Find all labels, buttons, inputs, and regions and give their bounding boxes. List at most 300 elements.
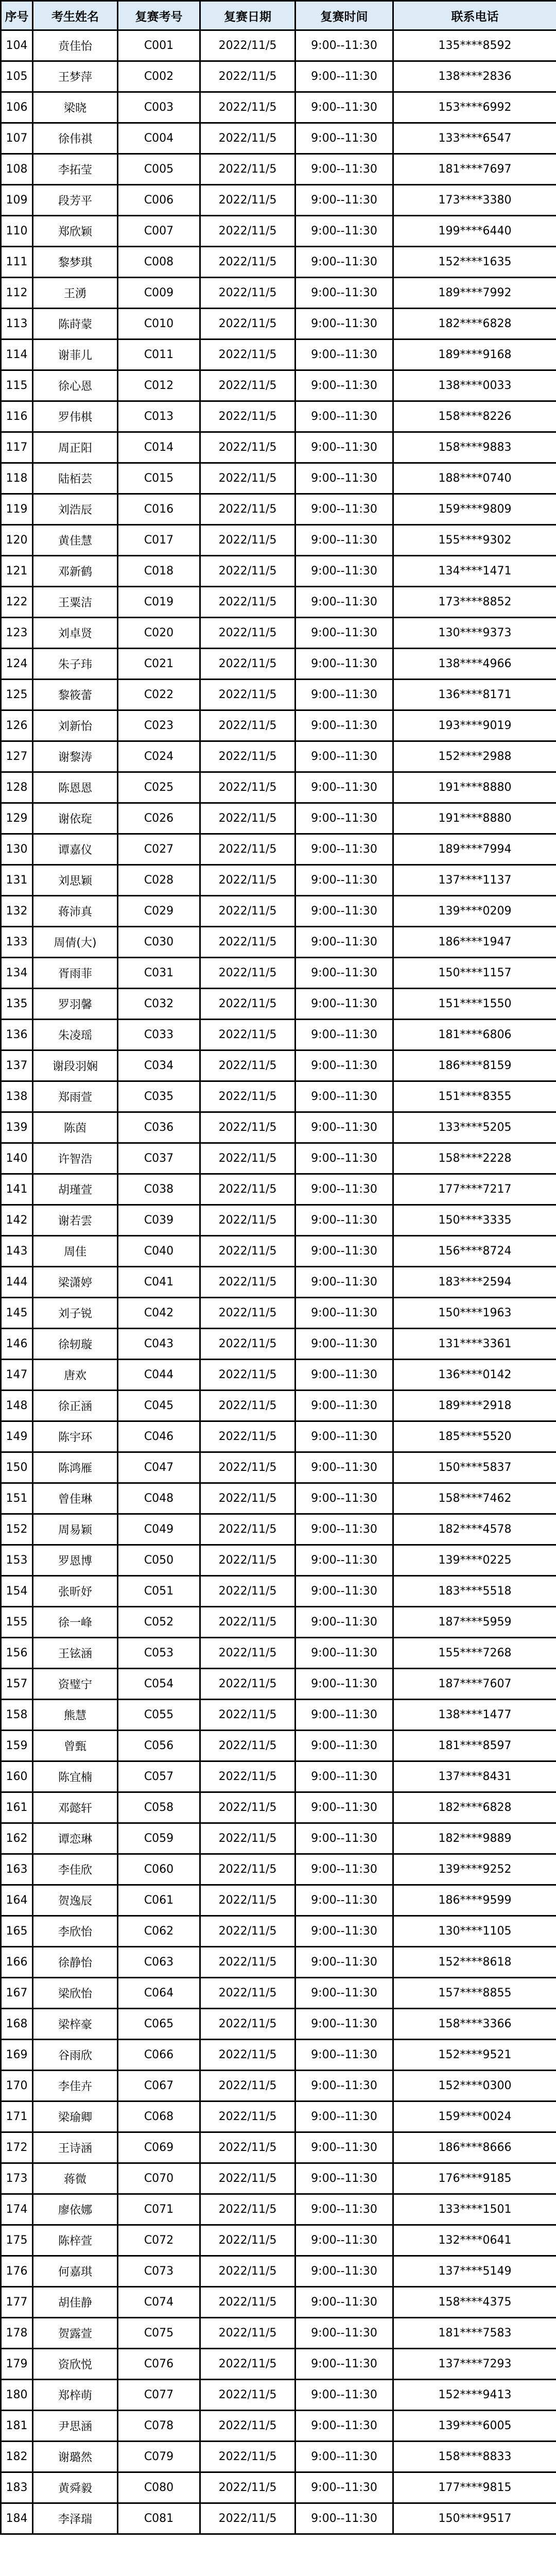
cell-exam-date: 2022/11/5 (200, 2287, 296, 2318)
cell-exam-time: 9:00--11:30 (296, 1112, 393, 1143)
cell-name: 黎梦琪 (33, 247, 118, 278)
table-row (1, 1174, 556, 1205)
cell-index: 163 (1, 1854, 33, 1885)
table-row (1, 61, 556, 92)
table-row (1, 278, 556, 309)
table-row (1, 1916, 556, 1947)
cell-phone: 150****1963 (393, 1298, 556, 1329)
cell-name: 胡瑾萱 (33, 1174, 118, 1205)
cell-exam-date: 2022/11/5 (200, 896, 296, 927)
cell-phone: 139****9252 (393, 1854, 556, 1885)
cell-exam-number: C047 (118, 1452, 200, 1483)
cell-exam-number: C005 (118, 154, 200, 185)
cell-name: 王梦萍 (33, 61, 118, 92)
table-row (1, 1638, 556, 1669)
cell-exam-number: C032 (118, 989, 200, 1020)
table-row (1, 1761, 556, 1792)
table-row (1, 958, 556, 989)
cell-phone: 158****3366 (393, 2009, 556, 2040)
cell-exam-number: C011 (118, 340, 200, 370)
cell-index: 104 (1, 30, 33, 61)
cell-index: 126 (1, 710, 33, 741)
cell-name: 谢璐然 (33, 2442, 118, 2472)
cell-exam-date: 2022/11/5 (200, 401, 296, 432)
cell-exam-time: 9:00--11:30 (296, 2411, 393, 2442)
cell-name: 梁欣怡 (33, 1978, 118, 2009)
cell-exam-number: C022 (118, 680, 200, 710)
cell-name: 王诗涵 (33, 2132, 118, 2163)
cell-exam-date: 2022/11/5 (200, 680, 296, 710)
cell-phone: 182****4578 (393, 1514, 556, 1545)
cell-name: 李佳欣 (33, 1854, 118, 1885)
cell-name: 陈宇环 (33, 1421, 118, 1452)
cell-phone: 130****1105 (393, 1916, 556, 1947)
cell-exam-date: 2022/11/5 (200, 741, 296, 772)
cell-exam-time: 9:00--11:30 (296, 710, 393, 741)
table-row (1, 803, 556, 834)
cell-exam-number: C069 (118, 2132, 200, 2163)
cell-exam-date: 2022/11/5 (200, 772, 296, 803)
cell-name: 徐静怡 (33, 1947, 118, 1978)
table-row (1, 2225, 556, 2256)
cell-name: 刘子锐 (33, 1298, 118, 1329)
cell-exam-number: C015 (118, 463, 200, 494)
cell-exam-date: 2022/11/5 (200, 1638, 296, 1669)
cell-index: 146 (1, 1329, 33, 1360)
cell-exam-date: 2022/11/5 (200, 494, 296, 525)
cell-index: 129 (1, 803, 33, 834)
cell-name: 陈恩恩 (33, 772, 118, 803)
cell-exam-number: C044 (118, 1360, 200, 1391)
cell-exam-number: C062 (118, 1916, 200, 1947)
cell-exam-number: C077 (118, 2380, 200, 2411)
table-row (1, 432, 556, 463)
cell-index: 120 (1, 525, 33, 556)
table-row (1, 618, 556, 649)
table-row (1, 2442, 556, 2472)
cell-name: 刘浩辰 (33, 494, 118, 525)
cell-index: 139 (1, 1112, 33, 1143)
table-row (1, 1205, 556, 1236)
header-phone: 联系电话 (393, 1, 556, 30)
cell-phone: 152****9521 (393, 2040, 556, 2071)
cell-exam-number: C059 (118, 1823, 200, 1854)
cell-exam-number: C043 (118, 1329, 200, 1360)
cell-phone: 183****5518 (393, 1576, 556, 1607)
cell-name: 王铉涵 (33, 1638, 118, 1669)
table-row (1, 216, 556, 247)
cell-exam-date: 2022/11/5 (200, 958, 296, 989)
cell-exam-date: 2022/11/5 (200, 2442, 296, 2472)
cell-phone: 137****5149 (393, 2256, 556, 2287)
cell-exam-number: C003 (118, 92, 200, 123)
cell-name: 资璧宁 (33, 1669, 118, 1700)
cell-phone: 155****7268 (393, 1638, 556, 1669)
cell-exam-number: C006 (118, 185, 200, 216)
cell-phone: 138****1477 (393, 1700, 556, 1731)
cell-name: 李拓莹 (33, 154, 118, 185)
cell-index: 140 (1, 1143, 33, 1174)
cell-name: 陈鸿雁 (33, 1452, 118, 1483)
cell-index: 184 (1, 2503, 33, 2534)
cell-exam-number: C048 (118, 1483, 200, 1514)
cell-phone: 150****1157 (393, 958, 556, 989)
cell-exam-date: 2022/11/5 (200, 1391, 296, 1421)
cell-index: 127 (1, 741, 33, 772)
table-row (1, 1329, 556, 1360)
cell-name: 熊慧 (33, 1700, 118, 1731)
cell-index: 147 (1, 1360, 33, 1391)
header-name: 考生姓名 (33, 1, 118, 30)
cell-index: 180 (1, 2380, 33, 2411)
cell-phone: 133****6547 (393, 123, 556, 154)
cell-exam-time: 9:00--11:30 (296, 1483, 393, 1514)
cell-exam-time: 9:00--11:30 (296, 2318, 393, 2349)
cell-name: 曾佳琳 (33, 1483, 118, 1514)
cell-name: 黎筱蕾 (33, 680, 118, 710)
table-row (1, 2132, 556, 2163)
cell-index: 183 (1, 2472, 33, 2503)
cell-name: 谢若雲 (33, 1205, 118, 1236)
cell-exam-number: C029 (118, 896, 200, 927)
cell-exam-date: 2022/11/5 (200, 1978, 296, 2009)
cell-phone: 189****7994 (393, 834, 556, 865)
cell-exam-number: C028 (118, 865, 200, 896)
cell-exam-date: 2022/11/5 (200, 1947, 296, 1978)
cell-phone: 137****8431 (393, 1761, 556, 1792)
cell-exam-time: 9:00--11:30 (296, 1823, 393, 1854)
cell-phone: 186****8159 (393, 1050, 556, 1081)
cell-index: 177 (1, 2287, 33, 2318)
cell-name: 尹思涵 (33, 2411, 118, 2442)
cell-exam-time: 9:00--11:30 (296, 2287, 393, 2318)
cell-name: 刘卓贤 (33, 618, 118, 649)
cell-name: 周正阳 (33, 432, 118, 463)
cell-exam-number: C061 (118, 1885, 200, 1916)
table-row (1, 1731, 556, 1761)
cell-exam-time: 9:00--11:30 (296, 1391, 393, 1421)
cell-name: 蒋微 (33, 2163, 118, 2194)
cell-name: 蒋沛真 (33, 896, 118, 927)
cell-exam-time: 9:00--11:30 (296, 61, 393, 92)
cell-index: 113 (1, 309, 33, 340)
cell-exam-date: 2022/11/5 (200, 340, 296, 370)
cell-exam-time: 9:00--11:30 (296, 2380, 393, 2411)
cell-exam-date: 2022/11/5 (200, 989, 296, 1020)
cell-exam-time: 9:00--11:30 (296, 1885, 393, 1916)
cell-phone: 136****0142 (393, 1360, 556, 1391)
table-row (1, 1236, 556, 1267)
cell-phone: 181****8597 (393, 1731, 556, 1761)
table-row (1, 2009, 556, 2040)
cell-name: 谭恋琳 (33, 1823, 118, 1854)
cell-exam-time: 9:00--11:30 (296, 1174, 393, 1205)
cell-name: 罗伟棋 (33, 401, 118, 432)
cell-phone: 187****5959 (393, 1607, 556, 1638)
cell-phone: 152****2988 (393, 741, 556, 772)
header-index: 序号 (1, 1, 33, 30)
cell-index: 114 (1, 340, 33, 370)
cell-exam-date: 2022/11/5 (200, 803, 296, 834)
cell-name: 唐欢 (33, 1360, 118, 1391)
cell-index: 166 (1, 1947, 33, 1978)
cell-exam-date: 2022/11/5 (200, 463, 296, 494)
cell-phone: 150****3335 (393, 1205, 556, 1236)
cell-exam-time: 9:00--11:30 (296, 1298, 393, 1329)
cell-phone: 159****0024 (393, 2102, 556, 2132)
cell-exam-number: C042 (118, 1298, 200, 1329)
cell-phone: 189****7992 (393, 278, 556, 309)
cell-exam-time: 9:00--11:30 (296, 1854, 393, 1885)
table-row (1, 1267, 556, 1298)
cell-phone: 173****3380 (393, 185, 556, 216)
cell-name: 刘新怡 (33, 710, 118, 741)
cell-exam-date: 2022/11/5 (200, 927, 296, 958)
table-row (1, 494, 556, 525)
cell-exam-number: C070 (118, 2163, 200, 2194)
cell-exam-date: 2022/11/5 (200, 525, 296, 556)
cell-phone: 183****2594 (393, 1267, 556, 1298)
cell-exam-number: C064 (118, 1978, 200, 2009)
cell-exam-number: C054 (118, 1669, 200, 1700)
cell-exam-date: 2022/11/5 (200, 1854, 296, 1885)
cell-name: 朱子玮 (33, 649, 118, 680)
cell-index: 109 (1, 185, 33, 216)
cell-exam-number: C049 (118, 1514, 200, 1545)
cell-phone: 189****9168 (393, 340, 556, 370)
cell-exam-time: 9:00--11:30 (296, 556, 393, 587)
cell-phone: 130****9373 (393, 618, 556, 649)
cell-name: 郑梓萌 (33, 2380, 118, 2411)
table-row (1, 1978, 556, 2009)
cell-exam-date: 2022/11/5 (200, 1669, 296, 1700)
cell-index: 170 (1, 2071, 33, 2102)
cell-exam-number: C038 (118, 1174, 200, 1205)
cell-exam-number: C046 (118, 1421, 200, 1452)
cell-name: 邓懿轩 (33, 1792, 118, 1823)
cell-exam-time: 9:00--11:30 (296, 1916, 393, 1947)
cell-index: 106 (1, 92, 33, 123)
cell-name: 徐心恩 (33, 370, 118, 401)
cell-index: 162 (1, 1823, 33, 1854)
cell-exam-time: 9:00--11:30 (296, 989, 393, 1020)
cell-exam-number: C033 (118, 1020, 200, 1050)
cell-name: 谢黎涛 (33, 741, 118, 772)
cell-index: 156 (1, 1638, 33, 1669)
cell-name: 陈莳蒙 (33, 309, 118, 340)
cell-exam-time: 9:00--11:30 (296, 1205, 393, 1236)
cell-name: 梁潇婷 (33, 1267, 118, 1298)
cell-exam-time: 9:00--11:30 (296, 2132, 393, 2163)
cell-index: 123 (1, 618, 33, 649)
table-row (1, 587, 556, 618)
cell-name: 梁晓 (33, 92, 118, 123)
cell-name: 贺露萱 (33, 2318, 118, 2349)
cell-name: 罗恩博 (33, 1545, 118, 1576)
cell-index: 112 (1, 278, 33, 309)
cell-exam-date: 2022/11/5 (200, 834, 296, 865)
cell-index: 145 (1, 1298, 33, 1329)
cell-exam-time: 9:00--11:30 (296, 1143, 393, 1174)
cell-phone: 158****2228 (393, 1143, 556, 1174)
cell-exam-number: C010 (118, 309, 200, 340)
table-row (1, 989, 556, 1020)
cell-exam-date: 2022/11/5 (200, 1452, 296, 1483)
table-row (1, 1112, 556, 1143)
cell-phone: 186****1947 (393, 927, 556, 958)
table-row (1, 1081, 556, 1112)
cell-phone: 177****7217 (393, 1174, 556, 1205)
cell-exam-number: C034 (118, 1050, 200, 1081)
cell-exam-time: 9:00--11:30 (296, 463, 393, 494)
cell-index: 142 (1, 1205, 33, 1236)
header-exam-date: 复赛日期 (200, 1, 296, 30)
table-row (1, 247, 556, 278)
cell-name: 胥雨菲 (33, 958, 118, 989)
cell-index: 155 (1, 1607, 33, 1638)
cell-exam-date: 2022/11/5 (200, 278, 296, 309)
cell-exam-date: 2022/11/5 (200, 2472, 296, 2503)
cell-index: 154 (1, 1576, 33, 1607)
table-row (1, 927, 556, 958)
cell-exam-time: 9:00--11:30 (296, 2102, 393, 2132)
cell-name: 徐正涵 (33, 1391, 118, 1421)
table-row (1, 710, 556, 741)
table-row (1, 1050, 556, 1081)
cell-exam-date: 2022/11/5 (200, 2009, 296, 2040)
cell-name: 王湧 (33, 278, 118, 309)
cell-exam-date: 2022/11/5 (200, 1360, 296, 1391)
cell-phone: 152****9413 (393, 2380, 556, 2411)
cell-exam-time: 9:00--11:30 (296, 2442, 393, 2472)
cell-name: 陈茵 (33, 1112, 118, 1143)
table-row (1, 340, 556, 370)
cell-exam-time: 9:00--11:30 (296, 1978, 393, 2009)
table-row (1, 525, 556, 556)
cell-phone: 133****5205 (393, 1112, 556, 1143)
cell-phone: 136****8171 (393, 680, 556, 710)
cell-phone: 158****9883 (393, 432, 556, 463)
cell-exam-date: 2022/11/5 (200, 185, 296, 216)
cell-exam-date: 2022/11/5 (200, 1174, 296, 1205)
cell-exam-date: 2022/11/5 (200, 92, 296, 123)
cell-exam-time: 9:00--11:30 (296, 2503, 393, 2534)
cell-name: 张昕妤 (33, 1576, 118, 1607)
table-row (1, 772, 556, 803)
cell-phone: 133****1501 (393, 2194, 556, 2225)
cell-index: 141 (1, 1174, 33, 1205)
cell-exam-number: C018 (118, 556, 200, 587)
cell-exam-number: C019 (118, 587, 200, 618)
cell-index: 107 (1, 123, 33, 154)
header-exam-number: 复赛考号 (118, 1, 200, 30)
cell-exam-date: 2022/11/5 (200, 1792, 296, 1823)
cell-exam-number: C027 (118, 834, 200, 865)
cell-exam-number: C039 (118, 1205, 200, 1236)
cell-name: 梁梓豪 (33, 2009, 118, 2040)
cell-exam-time: 9:00--11:30 (296, 247, 393, 278)
table-row (1, 2040, 556, 2071)
cell-phone: 158****4375 (393, 2287, 556, 2318)
cell-exam-number: C067 (118, 2071, 200, 2102)
cell-phone: 189****2918 (393, 1391, 556, 1421)
cell-exam-number: C026 (118, 803, 200, 834)
cell-name: 廖依娜 (33, 2194, 118, 2225)
table-row (1, 1545, 556, 1576)
table-row (1, 1947, 556, 1978)
cell-name: 陈宜楠 (33, 1761, 118, 1792)
table-row (1, 2071, 556, 2102)
cell-exam-time: 9:00--11:30 (296, 1050, 393, 1081)
table-row (1, 2472, 556, 2503)
cell-exam-number: C071 (118, 2194, 200, 2225)
cell-exam-number: C036 (118, 1112, 200, 1143)
cell-name: 陆栢芸 (33, 463, 118, 494)
cell-phone: 191****8880 (393, 772, 556, 803)
cell-phone: 158****8226 (393, 401, 556, 432)
cell-exam-number: C073 (118, 2256, 200, 2287)
cell-phone: 199****6440 (393, 216, 556, 247)
cell-index: 118 (1, 463, 33, 494)
cell-exam-number: C014 (118, 432, 200, 463)
cell-exam-date: 2022/11/5 (200, 370, 296, 401)
table-row (1, 1885, 556, 1916)
cell-exam-number: C021 (118, 649, 200, 680)
cell-phone: 151****1550 (393, 989, 556, 1020)
cell-exam-number: C063 (118, 1947, 200, 1978)
cell-exam-number: C041 (118, 1267, 200, 1298)
cell-exam-time: 9:00--11:30 (296, 958, 393, 989)
cell-index: 110 (1, 216, 33, 247)
cell-exam-date: 2022/11/5 (200, 154, 296, 185)
cell-exam-time: 9:00--11:30 (296, 834, 393, 865)
cell-name: 周倩(大) (33, 927, 118, 958)
cell-index: 116 (1, 401, 33, 432)
cell-exam-time: 9:00--11:30 (296, 154, 393, 185)
cell-exam-number: C031 (118, 958, 200, 989)
table-row (1, 1669, 556, 1700)
cell-index: 138 (1, 1081, 33, 1112)
cell-exam-number: C004 (118, 123, 200, 154)
cell-name: 黄佳慧 (33, 525, 118, 556)
cell-name: 何嘉琪 (33, 2256, 118, 2287)
table-row (1, 1452, 556, 1483)
cell-exam-date: 2022/11/5 (200, 2102, 296, 2132)
cell-phone: 150****5837 (393, 1452, 556, 1483)
cell-exam-date: 2022/11/5 (200, 1081, 296, 1112)
cell-phone: 173****8852 (393, 587, 556, 618)
cell-index: 182 (1, 2442, 33, 2472)
table-row (1, 1514, 556, 1545)
cell-name: 周佳 (33, 1236, 118, 1267)
cell-name: 刘思颖 (33, 865, 118, 896)
cell-exam-number: C007 (118, 216, 200, 247)
cell-name: 罗羽馨 (33, 989, 118, 1020)
table-row (1, 1823, 556, 1854)
cell-index: 178 (1, 2318, 33, 2349)
cell-exam-time: 9:00--11:30 (296, 432, 393, 463)
cell-exam-date: 2022/11/5 (200, 865, 296, 896)
cell-index: 108 (1, 154, 33, 185)
table-row (1, 154, 556, 185)
cell-index: 173 (1, 2163, 33, 2194)
cell-phone: 177****9815 (393, 2472, 556, 2503)
cell-exam-time: 9:00--11:30 (296, 2071, 393, 2102)
cell-exam-time: 9:00--11:30 (296, 2225, 393, 2256)
table-row (1, 463, 556, 494)
cell-phone: 137****7293 (393, 2349, 556, 2380)
cell-exam-time: 9:00--11:30 (296, 1607, 393, 1638)
